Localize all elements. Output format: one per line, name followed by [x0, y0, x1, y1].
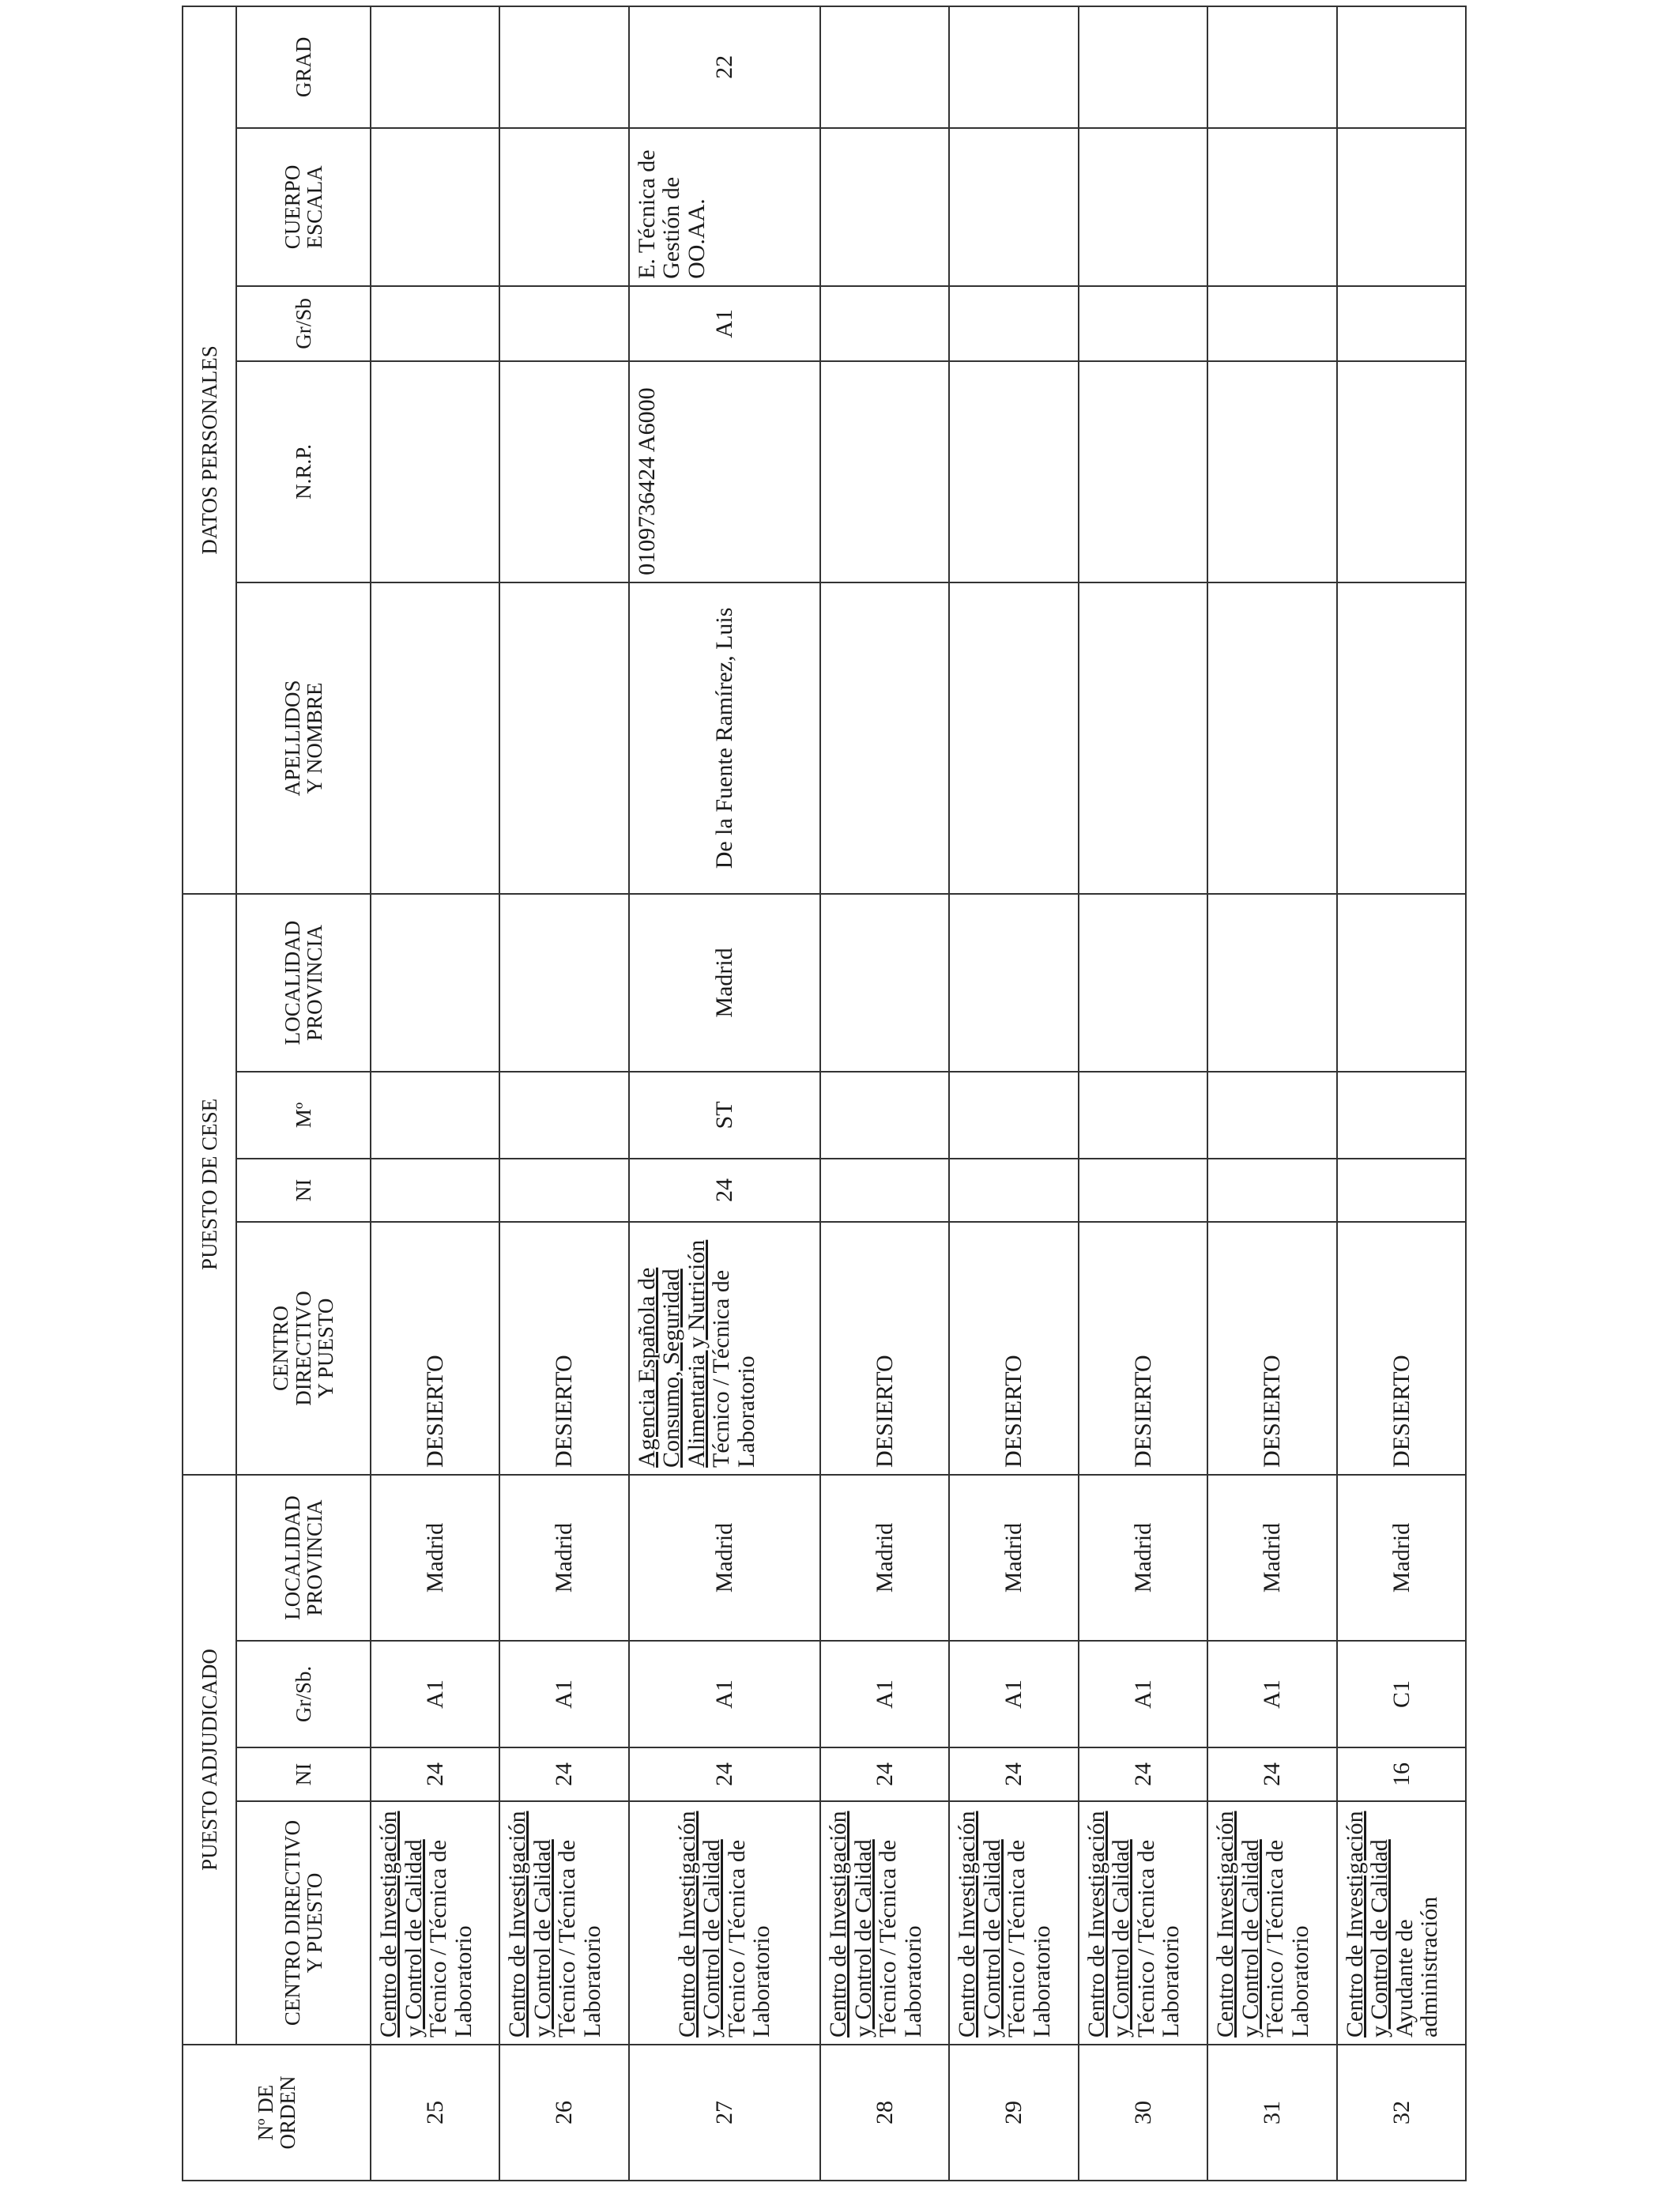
adj-grsb-cell: C1 — [1337, 1641, 1466, 1747]
adj-localidad-cell: Madrid — [1079, 1475, 1207, 1641]
cese-centro-cell: DESIERTO — [820, 1222, 949, 1475]
apellidos-header: APELLIDOS Y NOMBRE — [236, 582, 371, 894]
adj-grsb-cell: A1 — [629, 1641, 820, 1747]
cese-m-cell — [371, 1072, 499, 1159]
adj-localidad-header: LOCALIDAD PROVINCIA — [236, 1475, 371, 1641]
adj-ni-cell: 24 — [1079, 1747, 1207, 1801]
adj-centro-cell — [371, 1801, 499, 2045]
grad-cell — [1207, 6, 1336, 128]
adj-grsb-cell: A1 — [1079, 1641, 1207, 1747]
adj-centro-name: Centro de Investigación y Control de Calidad — [504, 1811, 556, 2038]
apellidos-cell — [499, 582, 628, 894]
apellidos-cell — [1207, 582, 1336, 894]
adj-puesto-name: Técnico / Técnica de Laboratorio — [554, 1839, 605, 2038]
table-row — [1337, 6, 1466, 2181]
adj-puesto-name: Técnico / Técnica de Laboratorio — [875, 1839, 926, 2038]
adj-centro-name: Centro de Investigación y Control de Calidad — [375, 1811, 427, 2038]
nrp-header: N.R.P. — [236, 361, 371, 582]
table-row — [1079, 6, 1207, 2181]
cese-m-cell — [499, 1072, 628, 1159]
grad-cell — [371, 6, 499, 128]
group-puesto-adjudicado: PUESTO ADJUDICADO — [183, 1475, 236, 2045]
cese-ni-cell — [371, 1159, 499, 1222]
grad-cell — [1337, 6, 1466, 128]
adj-grsb-cell: A1 — [1207, 1641, 1336, 1747]
cese-centro-cell: DESIERTO — [1207, 1222, 1336, 1475]
nrp-cell — [371, 361, 499, 582]
adj-puesto-name: Técnico / Técnica de Laboratorio — [425, 1839, 477, 2038]
adj-centro-cell — [820, 1801, 949, 2045]
cuerpo-cell — [1207, 128, 1336, 286]
adj-ni-cell: 24 — [371, 1747, 499, 1801]
cese-centro-cell: DESIERTO — [499, 1222, 628, 1475]
cese-centro-cell: DESIERTO — [371, 1222, 499, 1475]
table-row — [1207, 6, 1336, 2181]
cuerpo-header: CUERPO ESCALA — [236, 128, 371, 286]
orden-cell: 30 — [1079, 2045, 1207, 2181]
adjudication-table — [182, 6, 1467, 2181]
adj-centro-cell — [949, 1801, 1078, 2045]
cese-ni-cell — [820, 1159, 949, 1222]
adj-puesto-name: Técnico / Técnica de Laboratorio — [723, 1839, 775, 2038]
adj-centro-name: Centro de Investigación y Control de Calidad — [954, 1811, 1005, 2038]
cese-centro-cell: DESIERTO — [949, 1222, 1078, 1475]
cese-centro-name: Agencia Española de Consumo, Seguridad Alimentaria y Nutrición — [633, 1239, 710, 1468]
cuerpo-cell — [371, 128, 499, 286]
nrp-cell — [949, 361, 1078, 582]
grad-cell — [1079, 6, 1207, 128]
adj-ni-cell: 16 — [1337, 1747, 1466, 1801]
apellidos-cell — [1337, 582, 1466, 894]
cese-centro-cell: DESIERTO — [1337, 1222, 1466, 1475]
cese-localidad-cell — [1079, 894, 1207, 1072]
grad-cell — [499, 6, 628, 128]
orden-cell: 31 — [1207, 2045, 1336, 2181]
grad-cell: 22 — [629, 6, 820, 128]
nrp-cell — [499, 361, 628, 582]
adj-ni-cell: 24 — [629, 1747, 820, 1801]
cese-localidad-header: LOCALIDAD PROVINCIA — [236, 894, 371, 1072]
cese-ni-header: NI — [236, 1159, 371, 1222]
adj-centro-cell — [1207, 1801, 1336, 2045]
cese-localidad-cell — [371, 894, 499, 1072]
adj-centro-cell — [629, 1801, 820, 2045]
cese-centro-cell — [629, 1222, 820, 1475]
cese-centro-header: CENTRO DIRECTIVO Y PUESTO — [236, 1222, 371, 1475]
grad-cell — [820, 6, 949, 128]
apellidos-cell — [820, 582, 949, 894]
adj-grsb-cell: A1 — [949, 1641, 1078, 1747]
adj-grsb-header: Gr/Sb. — [236, 1641, 371, 1747]
adj-localidad-cell: Madrid — [1207, 1475, 1336, 1641]
adj-localidad-cell: Madrid — [629, 1475, 820, 1641]
cese-ni-cell — [499, 1159, 628, 1222]
cese-localidad-cell — [949, 894, 1078, 1072]
grsb-header: Gr/Sb — [236, 286, 371, 361]
grsb-cell — [1207, 286, 1336, 361]
table-row — [949, 6, 1078, 2181]
cese-m-cell — [949, 1072, 1078, 1159]
cuerpo-cell — [1337, 128, 1466, 286]
adj-localidad-cell: Madrid — [371, 1475, 499, 1641]
orden-cell: 28 — [820, 2045, 949, 2181]
adj-centro-cell — [1079, 1801, 1207, 2045]
nrp-cell: 0109736424 A6000 — [629, 361, 820, 582]
orden-cell: 29 — [949, 2045, 1078, 2181]
apellidos-cell: De la Fuente Ramírez, Luis — [629, 582, 820, 894]
adj-centro-name: Centro de Investigación y Control de Calidad — [1083, 1811, 1135, 2038]
group-datos-personales: DATOS PERSONALES — [183, 6, 236, 894]
cese-localidad-cell — [1207, 894, 1336, 1072]
cuerpo-cell — [1079, 128, 1207, 286]
adj-ni-cell: 24 — [499, 1747, 628, 1801]
adj-localidad-cell: Madrid — [499, 1475, 628, 1641]
apellidos-cell — [1079, 582, 1207, 894]
cese-ni-cell — [949, 1159, 1078, 1222]
adj-puesto-name: Técnico / Técnica de Laboratorio — [1004, 1839, 1055, 2038]
grsb-cell — [949, 286, 1078, 361]
nrp-cell — [1337, 361, 1466, 582]
adj-centro-name: Centro de Investigación y Control de Calidad — [1212, 1811, 1264, 2038]
cuerpo-cell — [499, 128, 628, 286]
cese-localidad-cell — [499, 894, 628, 1072]
rotated-page — [182, 7, 1467, 2181]
nrp-cell — [820, 361, 949, 582]
cese-m-cell — [1207, 1072, 1336, 1159]
adj-centro-cell — [1337, 1801, 1466, 2045]
cese-puesto-name: Técnico / Técnica de Laboratorio — [708, 1269, 759, 1468]
adj-localidad-cell: Madrid — [949, 1475, 1078, 1641]
cese-ni-cell — [1337, 1159, 1466, 1222]
adj-grsb-cell: A1 — [499, 1641, 628, 1747]
adj-ni-cell: 24 — [949, 1747, 1078, 1801]
cese-m-header: Mº — [236, 1072, 371, 1159]
grsb-cell — [371, 286, 499, 361]
cese-localidad-cell — [820, 894, 949, 1072]
grsb-cell — [1079, 286, 1207, 361]
adj-puesto-name: Técnico / Técnica de Laboratorio — [1262, 1839, 1313, 2038]
cese-m-cell — [820, 1072, 949, 1159]
grsb-cell — [820, 286, 949, 361]
adj-grsb-cell: A1 — [371, 1641, 499, 1747]
table-row — [820, 6, 949, 2181]
table-row — [629, 6, 820, 2181]
adj-puesto-name: Técnico / Técnica de Laboratorio — [1132, 1839, 1185, 2038]
orden-cell: 26 — [499, 2045, 628, 2181]
grsb-cell — [1337, 286, 1466, 361]
cuerpo-cell — [820, 128, 949, 286]
group-puesto-cese: PUESTO DE CESE — [183, 894, 236, 1475]
adj-grsb-cell: A1 — [820, 1641, 949, 1747]
adj-centro-name: Centro de Investigación y Control de Calidad — [825, 1811, 876, 2038]
nrp-cell — [1079, 361, 1207, 582]
adj-centro-name: Centro de Investigación y Control de Calidad — [1341, 1811, 1393, 2038]
adj-ni-cell: 24 — [1207, 1747, 1336, 1801]
adj-ni-cell: 24 — [820, 1747, 949, 1801]
apellidos-cell — [371, 582, 499, 894]
nrp-cell — [1207, 361, 1336, 582]
cese-m-cell — [1079, 1072, 1207, 1159]
orden-header: Nº DE ORDEN — [183, 2045, 371, 2181]
adj-centro-header: CENTRO DIRECTIVO Y PUESTO — [236, 1801, 371, 2045]
adj-localidad-cell: Madrid — [820, 1475, 949, 1641]
table-row — [371, 6, 499, 2181]
grsb-cell: A1 — [629, 286, 820, 361]
cuerpo-cell — [949, 128, 1078, 286]
cese-ni-cell — [1207, 1159, 1336, 1222]
adj-centro-name: Centro de Investigación y Control de Calidad — [673, 1811, 725, 2038]
grad-header: GRAD — [236, 6, 371, 128]
cese-m-cell — [1337, 1072, 1466, 1159]
orden-cell: 32 — [1337, 2045, 1466, 2181]
cese-localidad-cell: Madrid — [629, 894, 820, 1072]
adj-ni-header: NI — [236, 1747, 371, 1801]
cese-ni-cell — [1079, 1159, 1207, 1222]
adj-puesto-name: Ayudante de administración — [1391, 1896, 1443, 2038]
adj-centro-cell — [499, 1801, 628, 2045]
adj-localidad-cell: Madrid — [1337, 1475, 1466, 1641]
table-row — [499, 6, 628, 2181]
grsb-cell — [499, 286, 628, 361]
apellidos-cell — [949, 582, 1078, 894]
orden-cell: 25 — [371, 2045, 499, 2181]
cese-centro-cell: DESIERTO — [1079, 1222, 1207, 1475]
cese-ni-cell: 24 — [629, 1159, 820, 1222]
orden-cell: 27 — [629, 2045, 820, 2181]
cese-localidad-cell — [1337, 894, 1466, 1072]
grad-cell — [949, 6, 1078, 128]
cuerpo-cell: E. Técnica de Gestión de OO.AA. — [629, 128, 820, 286]
cese-m-cell: ST — [629, 1072, 820, 1159]
